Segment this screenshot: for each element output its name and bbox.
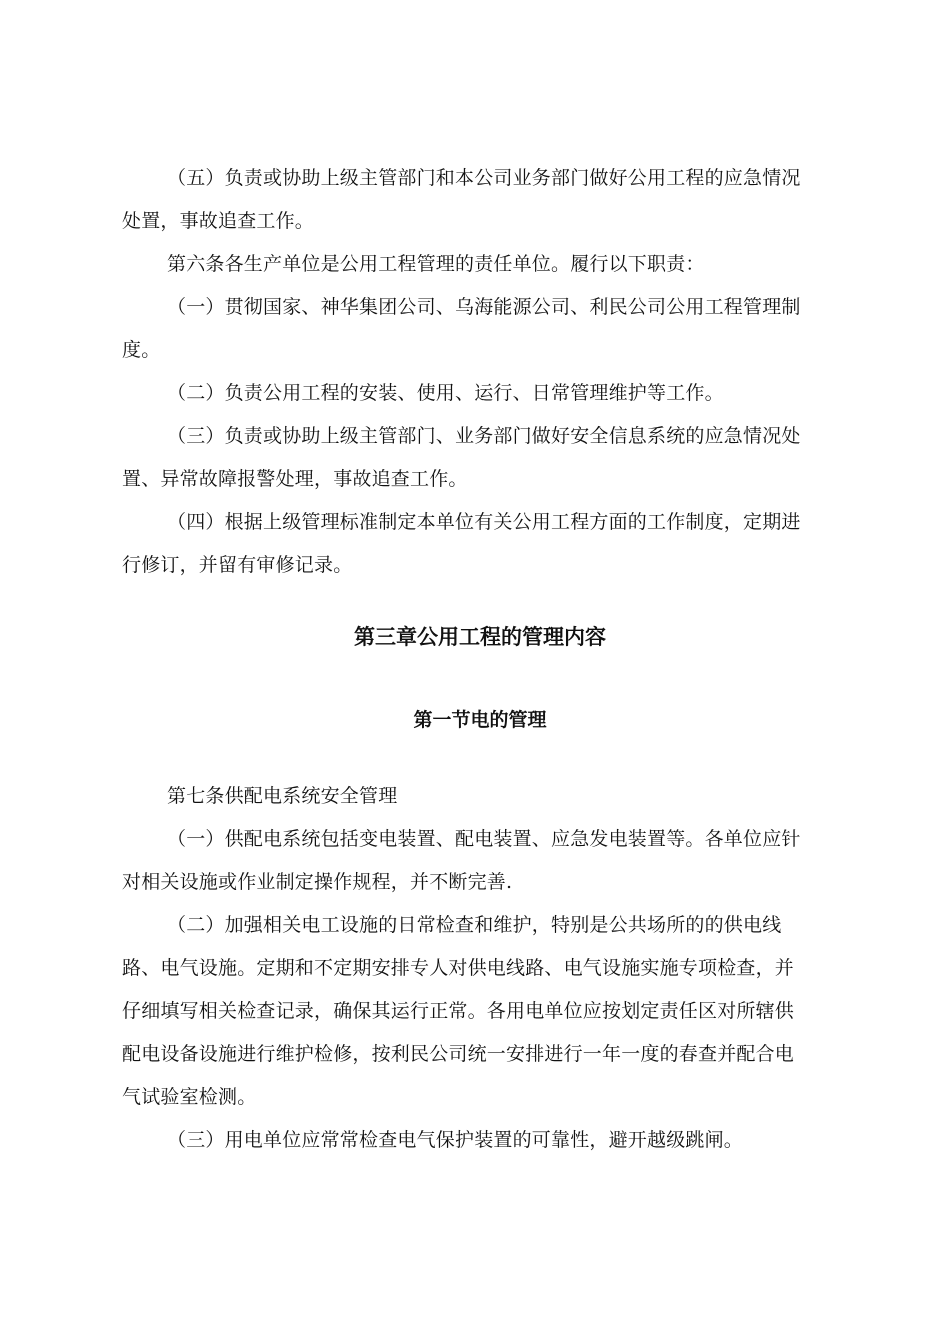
- paragraph-line: 第七条供配电系统安全管理: [167, 785, 398, 807]
- paragraph-article-6-item-4: [122, 501, 838, 587]
- paragraph-line: 置、异常故障报警处理，事故追查工作。: [122, 468, 468, 490]
- chapter-title: 第三章公用工程的管理内容: [354, 624, 606, 649]
- paragraph-line: （二）加强相关电工设施的日常检查和维护，特别是公共场所的的供电线: [167, 914, 782, 936]
- paragraph-article-7-item-1: [122, 818, 838, 904]
- paragraph-line: （四）根据上级管理标准制定本单位有关公用工程方面的工作制度，定期进: [167, 511, 801, 533]
- paragraph-line: （五）负责或协助上级主管部门和本公司业务部门做好公用工程的应急情况: [167, 167, 801, 189]
- paragraph-line: （一）贯彻国家、神华集团公司、乌海能源公司、利民公司公用工程管理制: [167, 296, 801, 318]
- paragraph-line: （一）供配电系统包括变电装置、配电装置、应急发电装置等。各单位应针: [167, 828, 801, 850]
- paragraph-article-6: [122, 243, 838, 286]
- section-title: 第一节电的管理: [413, 709, 547, 731]
- paragraph-line: 路、电气设施。定期和不定期安排专人对供电线路、电气设施实施专项检查，并: [122, 957, 795, 979]
- paragraph-article-6-item-2: [122, 372, 838, 415]
- paragraph-line: 对相关设施或作业制定操作规程，并不断完善.: [122, 871, 513, 893]
- paragraph-line: （二）负责公用工程的安装、使用、运行、日常管理维护等工作。: [167, 382, 724, 404]
- paragraph-article-7-item-2: [122, 904, 838, 1119]
- paragraph-article-6-item-1: [122, 286, 838, 372]
- paragraph-article-7-item-3: [122, 1119, 838, 1162]
- paragraph-item-5: [122, 157, 838, 243]
- spacer: [122, 742, 838, 775]
- paragraph-line: 行修订，并留有审修记录。: [122, 554, 353, 576]
- paragraph-article-6-item-3: [122, 415, 838, 501]
- spacer: [122, 658, 838, 699]
- top-paragraphs: [122, 157, 838, 587]
- paragraph-line: 配电设备设施进行维护检修，按利民公司统一安排进行一年一度的春查并配合电: [122, 1043, 795, 1065]
- paragraph-line: （三）用电单位应常常检查电气保护装置的可靠性，避开越级跳闸。: [167, 1129, 744, 1151]
- document-content: [122, 157, 838, 1162]
- paragraph-line: 处置，事故追查工作。: [122, 210, 315, 232]
- paragraph-line: 仔细填写相关检查记录，确保其运行正常。各用电单位应按划定责任区对所辖供: [122, 1000, 795, 1022]
- paragraph-line: （三）负责或协助上级主管部门、业务部门做好安全信息系统的应急情况处: [167, 425, 801, 447]
- bottom-paragraphs: [122, 775, 838, 1162]
- paragraph-line: 气试验室检测。: [122, 1086, 257, 1108]
- paragraph-article-7: [122, 775, 838, 818]
- spacer: [122, 587, 838, 615]
- paragraph-line: 度。: [122, 339, 161, 361]
- paragraph-line: 第六条各生产单位是公用工程管理的责任单位。履行以下职责：: [167, 253, 705, 275]
